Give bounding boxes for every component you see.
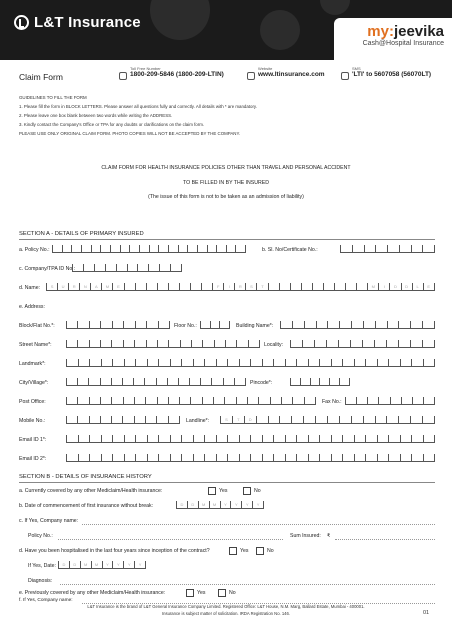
decorative-circle: [320, 0, 350, 15]
name-input[interactable]: S U R N A M E F I R S T M I D D L E: [46, 283, 435, 291]
q-company-name: c. If Yes, Company name:: [19, 518, 79, 524]
policy-no-label-b: Policy No.:: [28, 533, 53, 539]
email1-label: Email ID 1*:: [19, 437, 47, 443]
post-office-label: Post Office:: [19, 399, 46, 405]
rupee-symbol: ₹: [327, 533, 331, 539]
no-checkbox[interactable]: [256, 547, 264, 555]
form-title: Claim Form: [19, 72, 63, 82]
toll-free-info: [119, 66, 224, 80]
block-flat-label: Block/Flat No.*:: [19, 323, 55, 329]
street-label: Street Name*:: [19, 342, 52, 348]
product-brand: [334, 18, 452, 60]
title-row: [19, 66, 435, 86]
yes-label: Yes: [197, 590, 206, 596]
guideline-item: 1. Please fill the form in BLOCK LETTERS. Please answer all questions fully and correctly. All details with * are mandatory.: [19, 103, 258, 109]
page-number: 01: [423, 610, 430, 616]
sum-insured-line[interactable]: [335, 539, 435, 540]
header-banner: [0, 0, 452, 60]
pincode-label: Pincode*:: [250, 380, 273, 386]
name-label: d. Name:: [19, 285, 41, 291]
policy-no-label: a. Policy No.:: [19, 247, 50, 253]
decorative-circle: [150, 0, 210, 40]
sl-no-input[interactable]: [340, 245, 435, 253]
block-flat-input[interactable]: [66, 321, 170, 329]
city-input[interactable]: [66, 378, 246, 386]
contact-value: 1800-209-5846 (1800-209-LTIN): [130, 71, 224, 78]
yes-checkbox[interactable]: [229, 547, 237, 555]
q-previous-company-name: f. If Yes, Company name:: [19, 598, 73, 603]
section-b-title: SECTION B - DETAILS OF INSURANCE HISTORY: [19, 474, 152, 480]
globe-icon: [247, 72, 255, 80]
sl-no-label: b. Sl. No/Certificate No.:: [262, 247, 318, 253]
diagnosis-line[interactable]: [60, 584, 435, 585]
q-commencement-date: b. Date of commencement of first insurance without break:: [19, 503, 154, 509]
landmark-input[interactable]: [66, 359, 435, 367]
section-divider: [19, 239, 435, 240]
fax-label: Fax No.:: [322, 399, 342, 405]
claim-heading: CLAIM FORM FOR HEALTH INSURANCE POLICIES OTHER THAN TRAVEL AND PERSONAL ACCIDENT: [101, 165, 351, 171]
company-name-line[interactable]: [82, 524, 435, 525]
decorative-circle: [260, 10, 300, 50]
contact-label: SMS: [352, 66, 361, 71]
contact-value: 'LTI' to 5607058 (56070LT): [352, 71, 432, 78]
commencement-date-input[interactable]: D D M M Y Y Y Y: [176, 501, 264, 509]
guideline-item: 2. Please leave one box blank between two words while writing the ADDRESS.: [19, 112, 173, 118]
lt-logo-icon: [14, 15, 29, 30]
city-label: City/Village*:: [19, 380, 49, 386]
no-checkbox[interactable]: [243, 487, 251, 495]
section-divider: [19, 482, 435, 483]
locality-input[interactable]: [290, 340, 435, 348]
mobile-label: Mobile No.:: [19, 418, 46, 424]
company-tpa-input[interactable]: [72, 264, 182, 272]
policy-no-line[interactable]: [58, 539, 283, 540]
company-name: L&T Insurance: [34, 14, 141, 31]
email2-label: Email ID 2*:: [19, 456, 47, 462]
guideline-note: PLEASE USE ONLY ORIGINAL CLAIM FORM. PHOTO COPIES WILL NOT BE ACCEPTED BY THE COMPANY.: [19, 130, 241, 136]
landmark-label: Landmark*:: [19, 361, 46, 367]
post-office-input[interactable]: [66, 397, 316, 405]
brand-suffix: jeevika: [393, 23, 444, 40]
yes-checkbox[interactable]: [208, 487, 216, 495]
contact-value: www.ltinsurance.com: [258, 71, 325, 78]
claim-subheading: TO BE FILLED IN BY THE INSURED: [183, 180, 269, 186]
building-input[interactable]: [280, 321, 435, 329]
brand-tagline: Cash@Hospital Insurance: [362, 40, 444, 47]
building-label: Building Name*:: [236, 323, 274, 329]
no-label: No: [267, 548, 274, 554]
sms-info: [341, 66, 431, 80]
if-yes-date-label: If Yes, Date:: [28, 563, 56, 569]
contact-label: Toll Free Number: [130, 66, 161, 71]
pincode-input[interactable]: [290, 378, 350, 386]
street-input[interactable]: [66, 340, 260, 348]
locality-label: Locality:: [264, 342, 284, 348]
no-checkbox[interactable]: [218, 589, 226, 597]
no-label: No: [229, 590, 236, 596]
website-info: [247, 66, 325, 80]
contact-label: Website: [258, 66, 273, 71]
landline-label: Landline*:: [186, 418, 210, 424]
brand-prefix: my:: [367, 23, 394, 40]
yes-checkbox[interactable]: [186, 589, 194, 597]
yes-label: Yes: [240, 548, 249, 554]
yes-label: Yes: [219, 488, 228, 494]
no-label: No: [254, 488, 261, 494]
company-logo: [14, 14, 141, 31]
liability-note: (The issue of this form is not to be taken as an admission of liability): [148, 194, 304, 200]
phone-icon: [119, 72, 127, 80]
landline-input[interactable]: S T D: [220, 416, 435, 424]
footer-line-1: L&T Insurance is the brand of L&T General Insurance Company Limited. Registered Office: L&T House, N.M. Marg, Ballard Estate, Mumbai - 400001.: [87, 604, 365, 609]
sms-icon: [341, 72, 349, 80]
section-a-title: SECTION A - DETAILS OF PRIMARY INSURED: [19, 231, 144, 237]
guideline-item: 3. Kindly contact the Company's Office or TPA for any doubts or clarifications on the claim form.: [19, 121, 205, 127]
guideline-heading: GUIDELINES TO FILL THE FORM: [19, 95, 87, 100]
guidelines: [19, 94, 435, 139]
q-hospitalised: d. Have you been hospitalised in the last four years since inception of the contract?: [19, 548, 210, 554]
floor-input[interactable]: [200, 321, 230, 329]
fax-input[interactable]: [345, 397, 435, 405]
floor-label: Floor No.:: [174, 323, 197, 329]
brand-name: [334, 23, 444, 40]
policy-no-input[interactable]: [52, 245, 246, 253]
diagnosis-label: Diagnosis:: [28, 578, 53, 584]
email2-input[interactable]: [66, 454, 435, 462]
mobile-input[interactable]: [66, 416, 180, 424]
address-label: e. Address:: [19, 304, 45, 310]
footer-line-2: Insurance is subject matter of solicitation. IRDA Registration No. 146.: [161, 610, 290, 616]
footer: [0, 604, 452, 617]
q-previously-covered: e. Previously covered by any other Mediclaim/Health insurance:: [19, 590, 166, 596]
q-currently-covered: a. Currently covered by any other Mediclaim/Health insurance:: [19, 488, 163, 494]
company-tpa-label: c. Company/TPA ID No :: [19, 266, 76, 272]
email1-input[interactable]: [66, 435, 435, 443]
sum-insured-label: Sum Insured:: [290, 533, 321, 539]
hospitalised-date-input[interactable]: D D M M Y Y Y Y: [58, 561, 146, 569]
